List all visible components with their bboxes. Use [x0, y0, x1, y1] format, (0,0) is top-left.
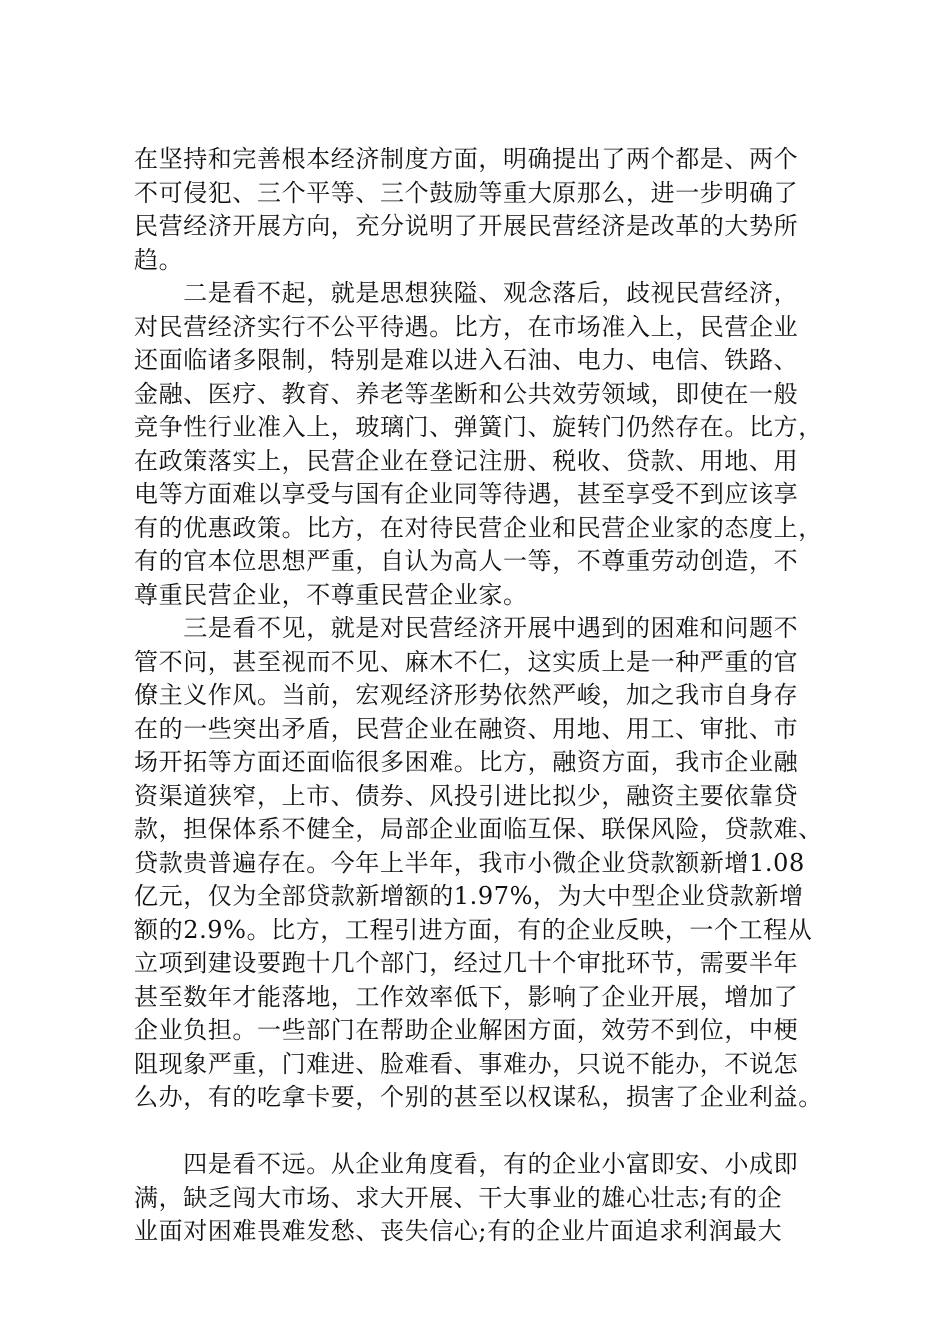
text-line: 竞争性行业准入上，玻璃门、弹簧门、旋转门仍然存在。比方， [134, 413, 823, 441]
text-line: 场开拓等方面还面临很多困难。比方，融资方面，我市企业融 [134, 748, 799, 776]
text-line: 立项到建设要跑十几个部门，经过几十个审批环节，需要半年 [134, 949, 799, 977]
text-line: 甚至数年才能落地，工作效率低下，影响了企业开展，增加了 [134, 982, 799, 1011]
text-line: 四是看不远。从企业角度看，有的企业小富即安、小成即 [134, 1150, 799, 1178]
text-line: 阻现象严重，门难进、脸难看、事难办，只说不能办，不说怎 [134, 1049, 799, 1078]
text-line: 二是看不起，就是思想狭隘、观念落后，歧视民营经济， [134, 279, 799, 307]
text-line: 对民营经济实行不公平待遇。比方，在市场准入上，民营企业 [134, 312, 799, 341]
text-line: 金融、医疗、教育、养老等垄断和公共效劳领域，即使在一般 [134, 379, 799, 408]
text-line: 企业负担。一些部门在帮助企业解困方面，效劳不到位，中梗 [134, 1016, 799, 1044]
paragraph-gap [134, 1115, 824, 1149]
text-line: 业面对困难畏难发愁、丧失信心;有的企业片面追求利润最大 [134, 1217, 783, 1245]
text-line: 管不问，甚至视而不见、麻木不仁，这实质上是一种严重的官 [134, 647, 799, 676]
text-line: 在坚持和完善根本经济制度方面，明确提出了两个都是、两个 [134, 145, 799, 173]
text-line: 不可侵犯、三个平等、三个鼓励等重大原那么，进一步明确了 [134, 178, 799, 207]
text-line: 满，缺乏闯大市场、求大开展、干大事业的雄心壮志;有的企 [134, 1183, 783, 1212]
body-text [134, 143, 824, 1249]
text-line: 趋。 [134, 245, 184, 274]
text-line: 民营经济开展方向，充分说明了开展民营经济是改革的大势所 [134, 212, 799, 240]
text-line: 额的2.9%。比方，工程引进方面，有的企业反映，一个工程从 [134, 915, 813, 944]
text-line: 还面临诸多限制，特别是难以进入石油、电力、电信、铁路、 [134, 346, 799, 374]
text-line: 亿元，仅为全部贷款新增额的1.97%，为大中型企业贷款新增 [134, 882, 804, 910]
text-line: 在政策落实上，民营企业在登记注册、税收、贷款、用地、用 [134, 446, 799, 475]
text-line: 有的优惠政策。比方，在对待民营企业和民营企业家的态度上， [134, 513, 823, 542]
text-line: 电等方面难以享受与国有企业同等待遇，甚至享受不到应该享 [134, 480, 799, 508]
text-line: 款，担保体系不健全，局部企业面临互保、联保风险，贷款难、 [134, 815, 823, 843]
text-line: 在的一些突出矛盾，民营企业在融资、用地、用工、审批、市 [134, 714, 799, 743]
text-line: 么办，有的吃拿卡要，个别的甚至以权谋私，损害了企业利益。 [134, 1083, 823, 1111]
text-line: 有的官本位思想严重，自认为高人一等，不尊重劳动创造，不 [134, 547, 799, 575]
text-line: 三是看不见，就是对民营经济开展中遇到的困难和问题不 [134, 614, 799, 642]
text-line: 贷款贵普遍存在。今年上半年，我市小微企业贷款额新增1.08 [134, 848, 805, 877]
text-line: 资渠道狭窄，上市、债券、风投引进比拟少，融资主要依靠贷 [134, 781, 799, 810]
text-line: 尊重民营企业，不尊重民营企业家。 [134, 580, 528, 609]
text-line: 僚主义作风。当前，宏观经济形势依然严峻，加之我市自身存 [134, 681, 799, 709]
